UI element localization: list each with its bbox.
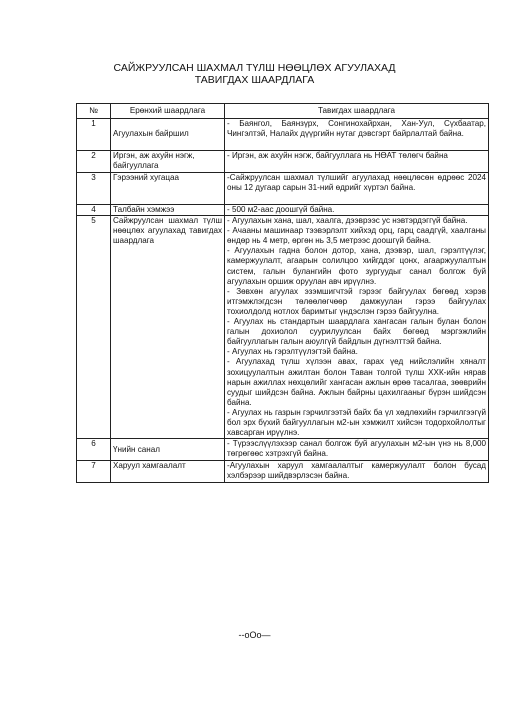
requirement-paragraph: - Агуулах нь стандартын шаардлага хангасан галын булан болон галын дохиолол суурилуулсан байх бөгөөд мэргэжлийн байгууллагын галын аюулгүй байдлын дүгнэлттэй байна.: [227, 317, 486, 347]
row-number: 5: [77, 216, 111, 439]
row-general: Гэрээний хугацаа: [111, 173, 225, 205]
document-title: [0, 62, 509, 86]
row-general: Үнийн санал: [111, 439, 225, 461]
table-row: [77, 151, 489, 173]
table-row: [77, 461, 489, 483]
requirement-paragraph: -Сайжруулсан шахмал түлшийг агуулахад нөөцлөсөн өдрөөс 2024 оны 12 дугаар сарын 31-ний өдрийг хүртэл байна.: [227, 173, 486, 193]
row-general: Агуулахын байршил: [111, 119, 225, 151]
requirement-paragraph: - Ачааны машинаар тээвэрлэлт хийхэд орц, гарц саадгүй, хаалганы өндөр нь 4 метр, өргөн нь 3,5 метрээс доошгүй байна.: [227, 226, 486, 246]
row-number: 2: [77, 151, 111, 173]
row-requirement: [225, 205, 489, 216]
row-number: 1: [77, 119, 111, 151]
end-marker: --oOo—: [238, 630, 271, 640]
row-number: 7: [77, 461, 111, 483]
header-number: №: [77, 104, 111, 119]
row-requirement: [225, 216, 489, 439]
requirement-paragraph: - Агуулах нь гэрэлтүүлэгтэй байна.: [227, 347, 358, 357]
row-requirement: [225, 173, 489, 205]
row-number: 6: [77, 439, 111, 461]
table-header-row: [77, 104, 489, 119]
row-number: 4: [77, 205, 111, 216]
requirement-paragraph: - 500 м2-аас доошгүй байна.: [227, 205, 335, 214]
requirement-paragraph: - Баянгол, Баянзүрх, Сонгинохайрхан, Хан-Уул, Сүхбаатар, Чингэлтэй, Налайх дүүргийн нутаг дэвсгэрт байрлалтай байна.: [227, 119, 486, 139]
row-general: Харуул хамгаалалт: [111, 461, 225, 483]
requirement-paragraph: - Зөвхөн агуулах эзэмшигчтэй гэрээг байгуулах бөгөөд хэрэв итгэмжлэгдсэн төлөөлөгчөөр дамжуулан гэрээ байгуулах тохиолдолд нотлох баримтыг үндэслэн гэрээ байгуулна.: [227, 286, 486, 316]
table-row: [77, 439, 489, 461]
row-requirement: [225, 119, 489, 151]
requirement-paragraph: - Агуулахад түлш хүлээн авах, гарах үед нийслэлийн хяналт зохицуулалтын ажилтан болон Таван толгой түлш ХХК-ийн нярав нарын ажиллах нөхцөлийг хангасан ажлын өрөө тасалгаа, зөөврийн суудыг шийдсэн байна. Ажлын байрны цахилгааныг бүрэн шийдсэн байна.: [227, 357, 486, 407]
requirement-paragraph: - Иргэн, аж ахуйн нэгж, байгууллага нь НӨАТ төлөгч байна: [227, 151, 448, 160]
requirement-paragraph: - Түрээслүүлэхээр санал болгож буй агуулахын м2-ын үнэ нь 8,000 төгрөгөөс хэтрэхгүй байна.: [227, 439, 486, 459]
table-row: [77, 173, 489, 205]
row-requirement: [225, 439, 489, 461]
header-specific-requirement: Тавигдах шаардлага: [225, 104, 489, 119]
title-line-2: ТАВИГДАХ ШААРДЛАГА: [194, 74, 315, 86]
requirement-paragraph: - Агуулахын хана, шал, хаалга, дээврээс ус нэвтэрдэггүй байна.: [227, 216, 468, 226]
title-line-1: САЙЖРУУЛСАН ШАХМАЛ ТҮЛШ НӨӨЦЛӨХ АГУУЛАХАД: [113, 62, 396, 74]
table-row: [77, 205, 489, 216]
header-general-requirement: Ерөнхий шаардлага: [111, 104, 225, 119]
row-requirement: [225, 461, 489, 483]
row-general: Иргэн, аж ахуйн нэгж, байгууллага: [111, 151, 225, 173]
row-requirement: [225, 151, 489, 173]
row-general: Сайжруулсан шахмал түлш нөөцлөх агуулахад тавигдах шаардлага: [111, 216, 225, 439]
requirement-paragraph: - Агуулахын гадна болон дотор, хана, дээвэр, шал, гэрэлтүүлэг, камержуулалт, агаарын солилцоо хийгддэг цонх, агааржуулалтын систем, галын булангийн фото зургуудыг санал болгож буй агуулахын оршиж оруулан авч ирүүлнэ.: [227, 246, 486, 286]
requirement-paragraph: - Агуулах нь газрын гэрчилгээтэй байх ба үл хөдлөхийн гэрчилгээгүй бол эрх бүхий байгууллагын м2-ын хэмжилт хийсэн тодорхойлолтыг хавсарган ирүүлнэ.: [227, 407, 486, 438]
table-row: [77, 216, 489, 439]
requirements-table: [76, 103, 489, 483]
row-general: Талбайн хэмжээ: [111, 205, 225, 216]
table-row: [77, 119, 489, 151]
requirement-paragraph: -Агуулахын харуул хамгаалалтыг камержуулалт болон бусад хэлбэрээр шийдвэрлэсэн байна.: [227, 461, 486, 481]
row-number: 3: [77, 173, 111, 205]
